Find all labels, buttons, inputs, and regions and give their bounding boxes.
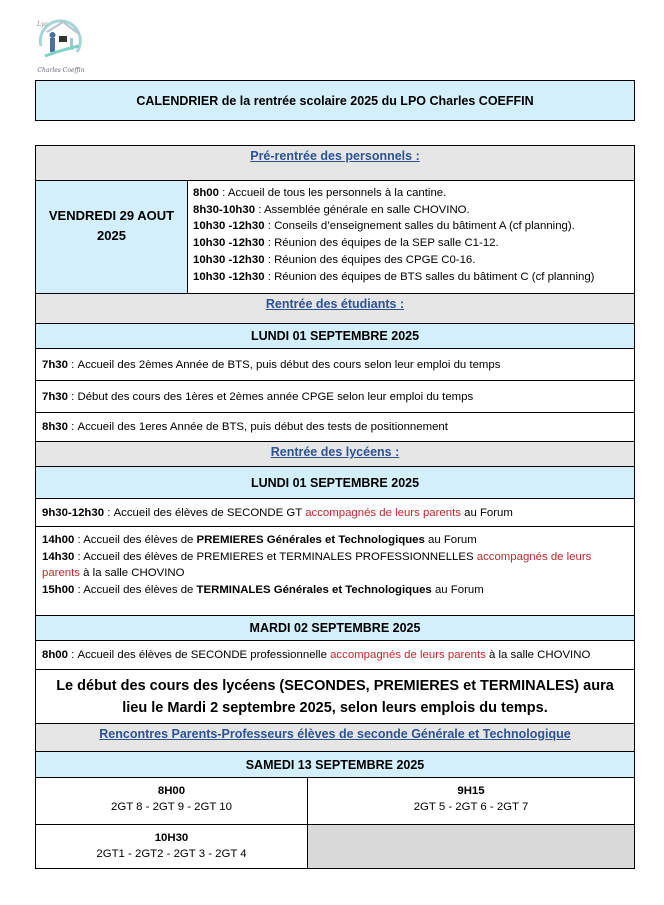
meeting-slot bbox=[36, 824, 308, 868]
event-line: 8h00 : Accueil de tous les personnels à la cantine. bbox=[193, 187, 447, 199]
section-title-staff: Pré-rentrée des personnels : bbox=[250, 149, 420, 163]
event-text: Réunion des équipes de BTS salles du bâtiment C (cf planning) bbox=[274, 270, 595, 283]
lycee-start-note: Le début des cours des lycéens (SECONDES, PREMIERES et TERMINALES) aura lieu le Mardi 2 septembre 2025, selon leurs emplois du temps. bbox=[36, 669, 634, 723]
event-time: 10h30 -12h30 bbox=[193, 220, 265, 233]
date-header-meetings: SAMEDI 13 SEPTEMBRE 2025 bbox=[36, 751, 634, 777]
section-header-lycee bbox=[36, 441, 634, 466]
event-time: 8h00 bbox=[193, 187, 219, 199]
event-line: 15h00 : Accueil des élèves de TERMINALES Générales et Technologiques au Forum bbox=[42, 583, 484, 596]
date-cell-vendredi bbox=[36, 181, 188, 293]
highlight-text: accompagnés de leurs parents bbox=[305, 506, 461, 519]
event-time: 8h30-10h30 bbox=[193, 203, 256, 216]
highlight-text: accompagnés de leurs parents bbox=[330, 649, 486, 661]
slot-classes: 2GT1 - 2GT2 - 2GT 3 - 2GT 4 bbox=[96, 848, 247, 860]
event-time: 10h30 -12h30 bbox=[193, 270, 265, 283]
event-row: 8h30 : Accueil des 1eres Année de BTS, puis début des tests de positionnement bbox=[36, 412, 634, 441]
section-title-lycee: Rentrée des lycéens : bbox=[270, 445, 400, 459]
event-text: Début des cours des 1ères et 2èmes année CPGE selon leur emploi du temps bbox=[77, 390, 474, 403]
meeting-slots-grid bbox=[36, 777, 634, 868]
slot-time: 9H15 bbox=[457, 785, 485, 797]
slot-classes: 2GT 5 - 2GT 6 - 2GT 7 bbox=[413, 801, 529, 813]
event-row-afternoon bbox=[36, 526, 634, 615]
empty-slot bbox=[308, 824, 634, 868]
event-text: Réunion des équipes des CPGE C0-16. bbox=[274, 253, 476, 266]
svg-text:Lyc: Lyc bbox=[37, 21, 48, 28]
event-time: 8h00 bbox=[42, 649, 68, 661]
event-text: Accueil de tous les personnels à la cantine. bbox=[227, 187, 447, 199]
event-text: Réunion des équipes de la SEP salle C1-12. bbox=[274, 237, 499, 250]
calendar-table bbox=[35, 145, 635, 869]
event-line: 8h30-10h30 : Assemblée générale en salle CHOVINO. bbox=[193, 203, 470, 216]
event-row: 9h30-12h30 : Accueil des élèves de SECONDE GT accompagnés de leurs parents au Forum bbox=[36, 498, 634, 526]
section-header-staff bbox=[36, 146, 634, 180]
slot-classes: 2GT 8 - 2GT 9 - 2GT 10 bbox=[111, 801, 232, 813]
event-line: 10h30 -12h30 : Conseils d’enseignement salles du bâtiment A (cf planning). bbox=[193, 220, 575, 233]
event-time: 10h30 -12h30 bbox=[193, 253, 265, 266]
event-time: 9h30-12h30 bbox=[42, 506, 105, 519]
school-logo-icon bbox=[33, 16, 89, 64]
event-time: 10h30 -12h30 bbox=[193, 237, 265, 250]
event-time: 7h30 bbox=[42, 390, 68, 403]
meeting-slot bbox=[308, 777, 634, 824]
school-logo bbox=[33, 16, 89, 74]
event-line: 10h30 -12h30 : Réunion des équipes de BTS salles du bâtiment C (cf planning) bbox=[193, 270, 595, 283]
highlight-text: accompagnés de leurs parents bbox=[42, 550, 592, 579]
date-header-students: LUNDI 01 SEPTEMBRE 2025 bbox=[36, 323, 634, 348]
event-line: 14h00 : Accueil des élèves de PREMIERES Générales et Technologiques au Forum bbox=[42, 534, 477, 546]
section-title-meetings: Rencontres Parents-Professeurs élèves de seconde Générale et Technologique bbox=[99, 727, 571, 741]
date-label: VENDREDI 29 AOUT 2025 bbox=[48, 208, 175, 243]
event-line: 10h30 -12h30 : Réunion des équipes des CPGE C0-16. bbox=[193, 253, 476, 266]
date-header-lycee-day2: MARDI 02 SEPTEMBRE 2025 bbox=[36, 615, 634, 640]
event-row: 8h00 : Accueil des élèves de SECONDE professionnelle accompagnés de leurs parents à la salle CHOVINO bbox=[36, 640, 634, 669]
slot-time: 10H30 bbox=[154, 832, 189, 844]
date-header-lycee-day1: LUNDI 01 SEPTEMBRE 2025 bbox=[36, 466, 634, 498]
staff-day-row bbox=[36, 180, 634, 293]
event-row: 7h30 : Début des cours des 1ères et 2èmes année CPGE selon leur emploi du temps bbox=[36, 380, 634, 412]
slot-time: 8H00 bbox=[157, 785, 186, 797]
section-header-meetings bbox=[36, 723, 634, 751]
event-time: 7h30 bbox=[42, 358, 68, 371]
logo-caption: Charles Coeffin bbox=[37, 67, 85, 74]
event-row: 7h30 : Accueil des 2èmes Année de BTS, puis début des cours selon leur emploi du temps bbox=[36, 348, 634, 380]
event-text: Accueil des 1eres Année de BTS, puis début des tests de positionnement bbox=[77, 421, 448, 433]
event-text: Accueil des 2èmes Année de BTS, puis début des cours selon leur emploi du temps bbox=[77, 358, 501, 371]
event-text: Assemblée générale en salle CHOVINO. bbox=[263, 203, 470, 216]
page-title: CALENDRIER de la rentrée scolaire 2025 du LPO Charles COEFFIN bbox=[35, 80, 635, 121]
staff-events bbox=[188, 181, 634, 293]
meeting-slot bbox=[36, 777, 308, 824]
section-title-students: Rentrée des étudiants : bbox=[265, 297, 405, 311]
event-line: 14h30 : Accueil des élèves de PREMIERES et TERMINALES PROFESSIONNELLES accompagnés de leurs parents à la salle CHOVINO bbox=[42, 550, 592, 579]
event-line: 10h30 -12h30 : Réunion des équipes de la SEP salle C1-12. bbox=[193, 237, 499, 250]
event-text: Conseils d’enseignement salles du bâtiment A (cf planning). bbox=[274, 220, 575, 233]
section-header-students bbox=[36, 293, 634, 323]
event-time: 8h30 bbox=[42, 421, 68, 433]
